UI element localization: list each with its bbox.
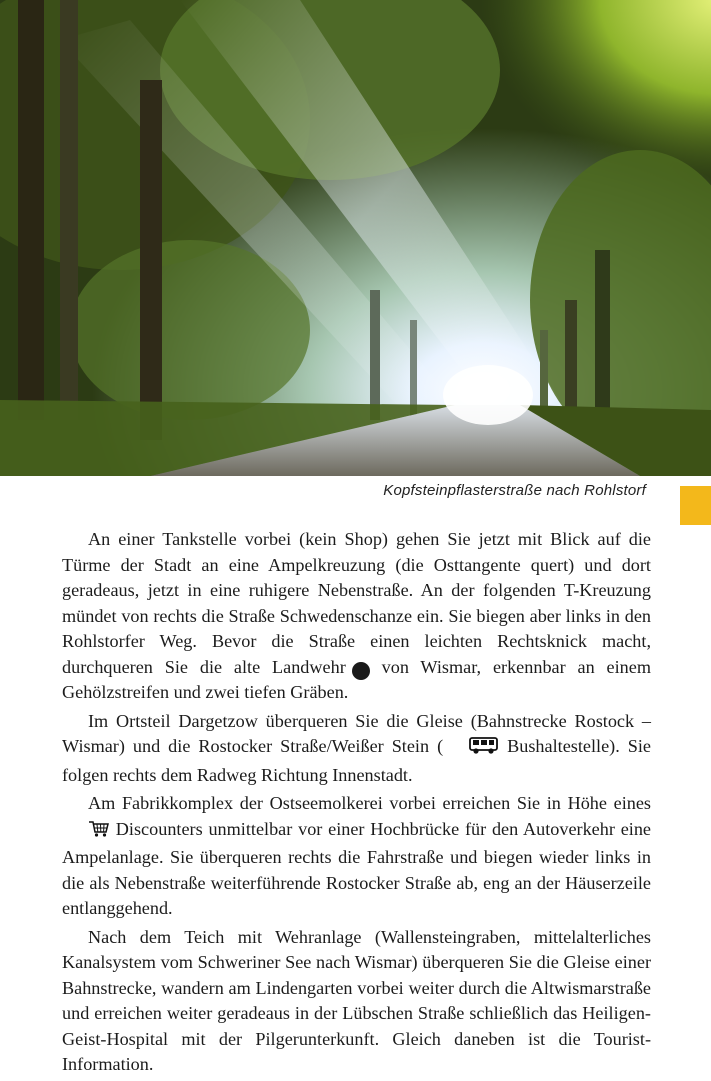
bus-icon: [443, 735, 499, 763]
paragraph-1-text-after: von Wismar, erkennbar an einem Gehölzstreifen und zwei tiefen Gräben.: [62, 657, 651, 703]
paragraph-4: Nach dem Teich mit Wehranlage (Wallensteingraben, mittelalterliches Kanalsystem vom Schweriner See nach Wismar) überqueren Sie die Gleise einer Bahnstrecke, wandern am Lindengarten vorbei weiter durch die Altwismarstraße und erreichen weiter geradeaus in der Lübschen Straße schließlich das Heiligen-Geist-Hospital mit der Pilgerunterkunft. Gleich daneben ist die Tourist-Information.: [62, 925, 651, 1078]
paragraph-1-text: An einer Tankstelle vorbei (kein Shop) gehen Sie jetzt mit Blick auf die Türme der Stadt an eine Ampelkreuzung (die Osttangente quert) und dort geradeaus, jetzt in eine ruhigere Nebenstraße. An der folgenden T-Kreuzung mündet von rechts die Straße Schwedenschanze ein. Sie biegen aber links in den Rohlstorfer Weg. Bevor die Straße einen leichten Rechtsknick macht, durchqueren Sie die alte Landwehr: [62, 529, 651, 677]
forest-road-photo: [0, 0, 711, 476]
article-body: [62, 527, 651, 1081]
chapter-tab-marker: [680, 486, 711, 525]
paragraph-2-text-before: Im Ortsteil Dargetzow überqueren Sie die Gleise (Bahnstrecke Rostock – Wismar) und die Rostocker Straße/Weißer Stein (: [62, 711, 651, 757]
paragraph-3: [62, 791, 651, 922]
paragraph-1: [62, 527, 651, 706]
paragraph-2: [62, 709, 651, 789]
shopping-cart-icon: [62, 820, 110, 846]
paragraph-3-text-after: Discounters unmittelbar vor einer Hochbrücke für den Autoverkehr eine Ampelanlage. Sie überqueren rechts die Fahrstraße und biegen wieder links in die als Nebenstraße weiterführende Rostocker Straße ab, eng an der Häuserzeile entlanggehend.: [62, 819, 651, 919]
photo-illustration: [0, 0, 711, 476]
paragraph-3-text-before: Am Fabrikkomplex der Ostseemolkerei vorbei erreichen Sie in Höhe eines: [88, 793, 651, 813]
waypoint-badge: 7: [352, 662, 370, 680]
paragraph-2-text-after: Bushaltestelle). Sie folgen rechts dem Radweg Richtung Innenstadt.: [62, 736, 651, 785]
photo-caption: Kopfsteinpflasterstraße nach Rohlstorf: [0, 482, 646, 499]
